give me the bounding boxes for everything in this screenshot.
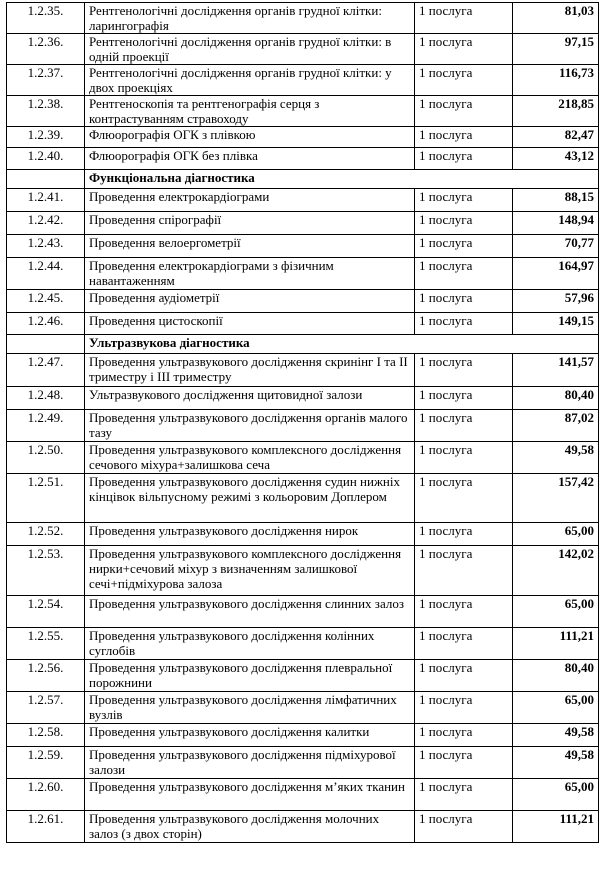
- service-unit-cell: 1 послуга: [415, 189, 513, 212]
- service-unit-cell: 1 послуга: [415, 474, 513, 523]
- service-unit-cell: 1 послуга: [415, 596, 513, 628]
- table-row: [7, 474, 599, 523]
- table-row: [7, 65, 599, 96]
- section-number-cell: [7, 170, 85, 189]
- service-number-cell: 1.2.54.: [7, 596, 85, 628]
- service-name-cell: Флюорографія ОГК без плівка: [85, 148, 415, 170]
- service-price-cell: 111,21: [513, 628, 599, 660]
- service-price-cell: 65,00: [513, 596, 599, 628]
- table-row: [7, 96, 599, 127]
- service-unit-cell: 1 послуга: [415, 235, 513, 258]
- table-row: [7, 660, 599, 692]
- service-price-cell: 49,58: [513, 442, 599, 474]
- table-row: [7, 34, 599, 65]
- service-name-cell: Проведення ультразвукового дослідження нирок: [85, 523, 415, 546]
- service-price-cell: 49,58: [513, 747, 599, 779]
- service-name-cell: Проведення аудіометрії: [85, 290, 415, 313]
- service-name-cell: Проведення ультразвукового дослідження скринінг І та ІІ триместру і ІІІ триместру: [85, 354, 415, 387]
- service-number-cell: 1.2.46.: [7, 313, 85, 335]
- price-table-body: [7, 3, 599, 843]
- table-row: [7, 313, 599, 335]
- service-unit-cell: 1 послуга: [415, 410, 513, 442]
- service-unit-cell: 1 послуга: [415, 442, 513, 474]
- service-unit-cell: 1 послуга: [415, 148, 513, 170]
- service-name-cell: Проведення ультразвукового дослідження судин нижніх кінцівок вільпусному режимі з кольоровим Доплером: [85, 474, 415, 523]
- service-unit-cell: 1 послуга: [415, 779, 513, 811]
- table-row: [7, 212, 599, 235]
- service-price-cell: 111,21: [513, 811, 599, 843]
- service-price-cell: 87,02: [513, 410, 599, 442]
- service-unit-cell: 1 послуга: [415, 127, 513, 148]
- service-name-cell: Проведення ультразвукового комплексного дослідження сечового міхура+залишкова сеча: [85, 442, 415, 474]
- service-number-cell: 1.2.35.: [7, 3, 85, 34]
- table-row: [7, 290, 599, 313]
- service-name-cell: Проведення електрокардіограми з фізичним навантаженням: [85, 258, 415, 290]
- service-name-cell: Ультразвукового дослідження щитовидної залози: [85, 387, 415, 410]
- service-number-cell: 1.2.61.: [7, 811, 85, 843]
- service-price-cell: 141,57: [513, 354, 599, 387]
- service-number-cell: 1.2.44.: [7, 258, 85, 290]
- service-price-cell: 164,97: [513, 258, 599, 290]
- table-row: [7, 189, 599, 212]
- service-name-cell: Проведення ультразвукового дослідження м’яких тканин: [85, 779, 415, 811]
- service-price-cell: 142,02: [513, 546, 599, 596]
- service-unit-cell: 1 послуга: [415, 811, 513, 843]
- service-name-cell: Проведення ультразвукового дослідження плевральної порожнини: [85, 660, 415, 692]
- service-unit-cell: 1 послуга: [415, 628, 513, 660]
- service-unit-cell: 1 послуга: [415, 290, 513, 313]
- service-price-cell: 57,96: [513, 290, 599, 313]
- service-number-cell: 1.2.50.: [7, 442, 85, 474]
- service-price-cell: 116,73: [513, 65, 599, 96]
- table-row: [7, 442, 599, 474]
- table-row: [7, 235, 599, 258]
- service-name-cell: Проведення ультразвукового дослідження колінних суглобів: [85, 628, 415, 660]
- price-table: [6, 2, 599, 843]
- service-number-cell: 1.2.55.: [7, 628, 85, 660]
- service-price-cell: 81,03: [513, 3, 599, 34]
- service-number-cell: 1.2.53.: [7, 546, 85, 596]
- service-name-cell: Проведення цистоскопії: [85, 313, 415, 335]
- service-price-cell: 65,00: [513, 779, 599, 811]
- service-unit-cell: 1 послуга: [415, 96, 513, 127]
- table-row: [7, 546, 599, 596]
- service-price-cell: 218,85: [513, 96, 599, 127]
- service-unit-cell: 1 послуга: [415, 660, 513, 692]
- service-number-cell: 1.2.56.: [7, 660, 85, 692]
- table-row: [7, 779, 599, 811]
- service-name-cell: Проведення ультразвукового дослідження лімфатичних вузлів: [85, 692, 415, 724]
- table-row: [7, 127, 599, 148]
- service-price-cell: 149,15: [513, 313, 599, 335]
- table-row: [7, 692, 599, 724]
- service-price-cell: 97,15: [513, 34, 599, 65]
- service-name-cell: Рентгеноскопія та рентгенографія серця з контрастуванням стравоходу: [85, 96, 415, 127]
- service-unit-cell: 1 послуга: [415, 546, 513, 596]
- service-unit-cell: 1 послуга: [415, 313, 513, 335]
- service-unit-cell: 1 послуга: [415, 692, 513, 724]
- section-number-cell: [7, 335, 85, 354]
- service-price-cell: 80,40: [513, 660, 599, 692]
- service-name-cell: Проведення ультразвукового дослідження підміхурової залози: [85, 747, 415, 779]
- service-price-cell: 157,42: [513, 474, 599, 523]
- service-unit-cell: 1 послуга: [415, 747, 513, 779]
- service-number-cell: 1.2.42.: [7, 212, 85, 235]
- service-unit-cell: 1 послуга: [415, 34, 513, 65]
- service-number-cell: 1.2.37.: [7, 65, 85, 96]
- service-unit-cell: 1 послуга: [415, 387, 513, 410]
- service-number-cell: 1.2.36.: [7, 34, 85, 65]
- service-price-cell: 80,40: [513, 387, 599, 410]
- service-number-cell: 1.2.57.: [7, 692, 85, 724]
- service-number-cell: 1.2.38.: [7, 96, 85, 127]
- service-name-cell: Проведення ультразвукового дослідження калитки: [85, 724, 415, 747]
- service-name-cell: Флюорографія ОГК з плівкою: [85, 127, 415, 148]
- table-row: [7, 354, 599, 387]
- service-name-cell: Проведення ультразвукового дослідження молочних залоз (з двох сторін): [85, 811, 415, 843]
- service-number-cell: 1.2.51.: [7, 474, 85, 523]
- service-unit-cell: 1 послуга: [415, 258, 513, 290]
- table-row: [7, 523, 599, 546]
- table-row: [7, 387, 599, 410]
- table-row: [7, 258, 599, 290]
- service-number-cell: 1.2.40.: [7, 148, 85, 170]
- table-row: [7, 724, 599, 747]
- service-number-cell: 1.2.39.: [7, 127, 85, 148]
- table-row: [7, 628, 599, 660]
- service-name-cell: Рентгенологічні дослідження органів грудної клітки: у двох проекціях: [85, 65, 415, 96]
- service-unit-cell: 1 послуга: [415, 724, 513, 747]
- service-number-cell: 1.2.60.: [7, 779, 85, 811]
- service-name-cell: Проведення ультразвукового дослідження слинних залоз: [85, 596, 415, 628]
- service-price-cell: 49,58: [513, 724, 599, 747]
- service-unit-cell: 1 послуга: [415, 65, 513, 96]
- service-price-cell: 65,00: [513, 523, 599, 546]
- table-row: [7, 148, 599, 170]
- service-unit-cell: 1 послуга: [415, 354, 513, 387]
- service-name-cell: Проведення ультразвукового комплексного дослідження нирки+сечовий міхур з визначенням залишкової сечі+підміхурова залоза: [85, 546, 415, 596]
- service-name-cell: Проведення велоергометрії: [85, 235, 415, 258]
- section-row: [7, 170, 599, 189]
- service-price-cell: 70,77: [513, 235, 599, 258]
- service-name-cell: Проведення спірографії: [85, 212, 415, 235]
- service-price-cell: 65,00: [513, 692, 599, 724]
- table-row: [7, 596, 599, 628]
- table-row: [7, 410, 599, 442]
- table-row: [7, 811, 599, 843]
- service-number-cell: 1.2.41.: [7, 189, 85, 212]
- service-name-cell: Проведення ультразвукового дослідження органів малого тазу: [85, 410, 415, 442]
- section-title: Ультразвукова діагностика: [85, 335, 599, 354]
- service-number-cell: 1.2.43.: [7, 235, 85, 258]
- service-price-cell: 148,94: [513, 212, 599, 235]
- service-number-cell: 1.2.58.: [7, 724, 85, 747]
- service-unit-cell: 1 послуга: [415, 523, 513, 546]
- section-title: Функціональна діагностика: [85, 170, 599, 189]
- service-unit-cell: 1 послуга: [415, 3, 513, 34]
- service-price-cell: 88,15: [513, 189, 599, 212]
- service-price-cell: 82,47: [513, 127, 599, 148]
- service-price-cell: 43,12: [513, 148, 599, 170]
- service-name-cell: Проведення електрокардіограми: [85, 189, 415, 212]
- service-number-cell: 1.2.52.: [7, 523, 85, 546]
- service-number-cell: 1.2.45.: [7, 290, 85, 313]
- table-row: [7, 3, 599, 34]
- service-number-cell: 1.2.47.: [7, 354, 85, 387]
- service-unit-cell: 1 послуга: [415, 212, 513, 235]
- table-row: [7, 747, 599, 779]
- section-row: [7, 335, 599, 354]
- service-number-cell: 1.2.59.: [7, 747, 85, 779]
- service-name-cell: Рентгенологічні дослідження органів грудної клітки: ларингографія: [85, 3, 415, 34]
- service-name-cell: Рентгенологічні дослідження органів грудної клітки: в одній проекції: [85, 34, 415, 65]
- service-number-cell: 1.2.48.: [7, 387, 85, 410]
- service-number-cell: 1.2.49.: [7, 410, 85, 442]
